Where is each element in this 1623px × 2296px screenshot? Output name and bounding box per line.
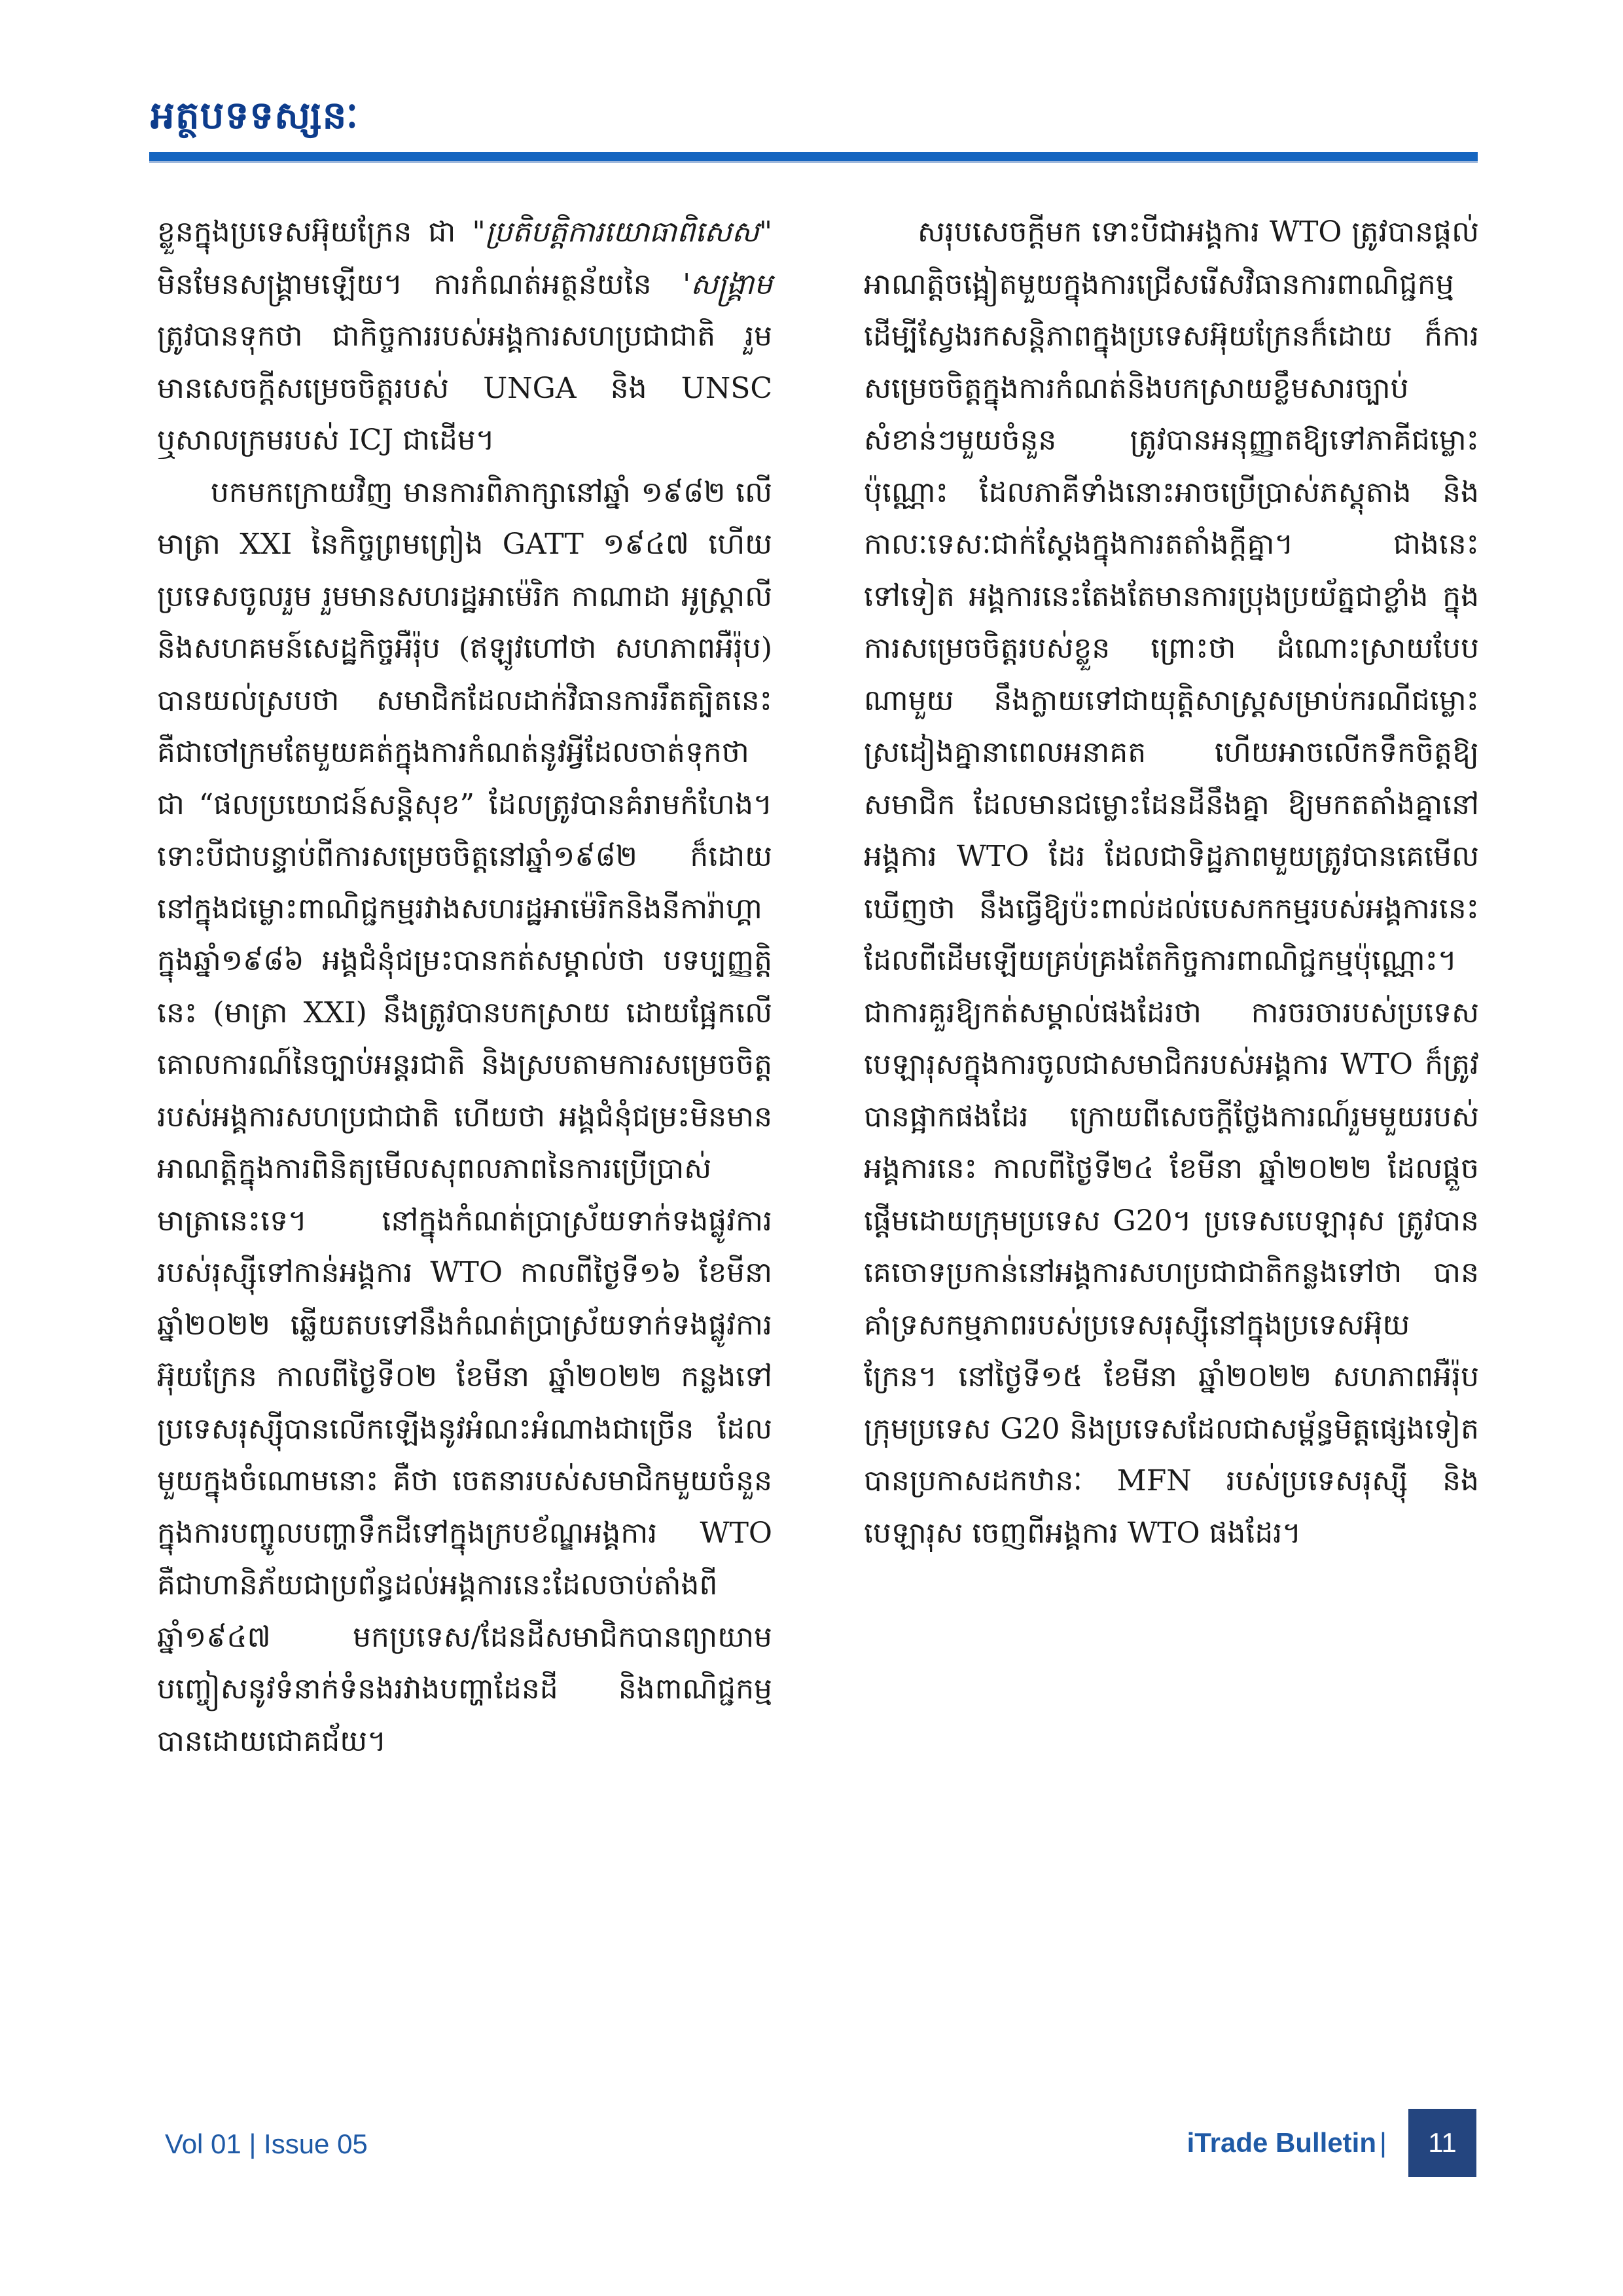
left-p1-italic-b: សង្គ្រាម [690, 267, 772, 301]
section-title: អត្ថបទទស្សនៈ [151, 93, 359, 137]
issue-label: Vol 01 | Issue 05 [165, 2128, 368, 2159]
left-p1-text-c: ត្រូវបានទុកថា ជាកិច្ចការរបស់អង្គការសហប្រជាជាតិ រួមមានសេចក្ដីសម្រេចចិត្តរបស់ UNGA និង UNSC ឬសាលក្រមរបស់ ICJ ជាដើម។ [157, 319, 772, 457]
page-number-badge [1408, 2109, 1476, 2177]
left-column [157, 206, 772, 1767]
right-column [864, 206, 1479, 1559]
left-p1-italic-a: "ប្រតិបត្តិការយោធាពិសេស" [472, 215, 772, 249]
title-rule-shadow [149, 161, 1478, 163]
left-paragraph-2: បកមកក្រោយវិញ មានការពិភាក្សានៅឆ្នាំ ១៩៨២ លើមាត្រា XXI នៃកិច្ចព្រមព្រៀង GATT ១៩៤៧ ហើយប្រទេសចូលរួម រួមមានសហរដ្ឋអាម៉េរិក កាណាដា អូស្ត្រាលី និងសហគមន៍សេដ្ឋកិច្ចអឺរ៉ុប (ឥឡូវហៅថា សហភាពអឺរ៉ុប) បានយល់ស្របថា សមាជិកដែលដាក់វិធានការរឹតត្បិតនេះគឺជាចៅក្រមតែមួយគត់ក្នុងការកំណត់នូវអ្វីដែលចាត់ទុកថាជា “ផលប្រយោជន៍សន្តិសុខ” ដែលត្រូវបានគំរាមកំហែង។ទោះបីជាបន្ទាប់ពីការសម្រេចចិត្តនៅឆ្នាំ១៩៨២ ក៏ដោយ នៅក្នុងជម្លោះពាណិជ្ជកម្មរវាងសហរដ្ឋអាម៉េរិកនិងនីការ៉ាហ្គា ក្នុងឆ្នាំ១៩៨៦ អង្គជំនុំជម្រះបានកត់សម្គាល់ថា បទប្បញ្ញត្តិនេះ (មាត្រា XXI) នឹងត្រូវបានបកស្រាយ ដោយផ្អែកលើគោលការណ៍នៃច្បាប់អន្តរជាតិ និងស្របតាមការសម្រេចចិត្តរបស់អង្គការសហប្រជាជាតិ ហើយថា អង្គជំនុំជម្រះមិនមានអាណត្តិក្នុងការពិនិត្យមើលសុពលភាពនៃការប្រើប្រាស់មាត្រានេះទេ។ នៅក្នុងកំណត់ប្រាស្រ័យទាក់ទងផ្លូវការរបស់រុស្ស៊ីទៅកាន់អង្គការ WTO កាលពីថ្ងៃទី១៦ ខែមីនា ឆ្នាំ២០២២ ឆ្លើយតបទៅនឹងកំណត់ប្រាស្រ័យទាក់ទងផ្លូវការអ៊ុយក្រែន កាលពីថ្ងៃទី០២ ខែមីនា ឆ្នាំ២០២២ កន្លងទៅ ប្រទេសរុស្ស៊ីបានលើកឡើងនូវអំណះអំណាងជាច្រើន ដែលមួយក្នុងចំណោមនោះ គឺថា ចេតនារបស់សមាជិកមួយចំនួនក្នុងការបញ្ចូលបញ្ហាទឹកដីទៅក្នុងក្របខ័ណ្ឌអង្គការ WTO គឺជាហានិភ័យជាប្រព័ន្ធដល់អង្គការនេះដែលចាប់តាំងពីឆ្នាំ១៩៤៧ មកប្រទេស/ដែនដីសមាជិកបានព្យាយាមបញ្ចៀសនូវទំនាក់ទំនងរវាងបញ្ហាដែនដី និងពាណិជ្ជកម្ម បានដោយជោគជ័យ។ [157, 475, 772, 1758]
brand-label: iTrade Bulletin [1186, 2127, 1376, 2158]
page-number: 11 [1428, 2127, 1457, 2158]
right-paragraph-1: សរុបសេចក្ដីមក ទោះបីជាអង្គការ WTO ត្រូវបានផ្ដល់អាណត្តិចង្អៀតមួយក្នុងការជ្រើសរើសវិធានការពាណិជ្ជកម្មដើម្បីស្វែងរកសន្តិភាពក្នុងប្រទេសអ៊ុយក្រែនក៏ដោយ ក៏ការសម្រេចចិត្តក្នុងការកំណត់និងបកស្រាយខ្លឹមសារច្បាប់សំខាន់ៗមួយចំនួន ត្រូវបានអនុញ្ញាតឱ្យទៅភាគីជម្លោះប៉ុណ្ណោះ ដែលភាគីទាំងនោះអាចប្រើប្រាស់ភស្តុតាង និងកាលៈទេសៈជាក់ស្ដែងក្នុងការតតាំងក្ដីគ្នា។ ជាងនេះទៅទៀត អង្គការនេះតែងតែមានការប្រុងប្រយ័ត្នជាខ្លាំង ក្នុងការសម្រេចចិត្តរបស់ខ្លួន ព្រោះថា ដំណោះស្រាយបែបណាមួយ នឹងក្លាយទៅជាយុត្តិសាស្ត្រសម្រាប់ករណីជម្លោះស្រដៀងគ្នានាពេលអនាគត ហើយអាចលើកទឹកចិត្តឱ្យសមាជិក ដែលមានជម្លោះដែនដីនឹងគ្នា ឱ្យមកតតាំងគ្នានៅអង្គការ WTO ដែរ ដែលជាទិដ្ឋភាពមួយត្រូវបានគេមើលឃើញថា នឹងធ្វើឱ្យប៉ះពាល់ដល់បេសកកម្មរបស់អង្គការនេះ ដែលពីដើមឡើយគ្រប់គ្រងតែកិច្ចការពាណិជ្ជកម្មប៉ុណ្ណោះ។ ជាការគួរឱ្យកត់សម្គាល់ផងដែរថា ការចរចារបស់ប្រទេសបេឡារុសក្នុងការចូលជាសមាជិករបស់អង្គការ WTO ក៏ត្រូវបានផ្អាកផងដែរ ក្រោយពីសេចក្ដីថ្លែងការណ៍រួមមួយរបស់អង្គការនេះ កាលពីថ្ងៃទី២៤ ខែមីនា ឆ្នាំ២០២២ ដែលផ្ដួចផ្ដើមដោយក្រុមប្រទេស G20។ ប្រទេសបេឡារុស ត្រូវបានគេចោទប្រកាន់នៅអង្គការសហប្រជាជាតិកន្លងទៅថា បានគាំទ្រសកម្មភាពរបស់ប្រទេសរុស្ស៊ីនៅក្នុងប្រទេសអ៊ុយក្រែន។ នៅថ្ងៃទី១៥ ខែមីនា ឆ្នាំ២០២២ សហភាពអឺរ៉ុប ក្រុមប្រទេស G20 និងប្រទេសដែលជាសម្ព័ន្ធមិត្តផ្សេងទៀត បានប្រកាសដកឋានៈ MFN របស់ប្រទេសរុស្ស៊ី និងបេឡារុស ចេញពីអង្គការ WTO ផងដែរ។ [864, 215, 1479, 1550]
footer-separator: | [1380, 2127, 1387, 2158]
left-p1-text-b: មិនមែនសង្គ្រាមឡើយ។ ការកំណត់អត្ថន័យនៃ ' [157, 267, 691, 301]
title-rule [149, 152, 1478, 161]
left-p1-text-a: ខ្លួនក្នុងប្រទេសអ៊ុយក្រែន ជា [157, 215, 473, 249]
left-paragraph-1 [157, 206, 772, 467]
